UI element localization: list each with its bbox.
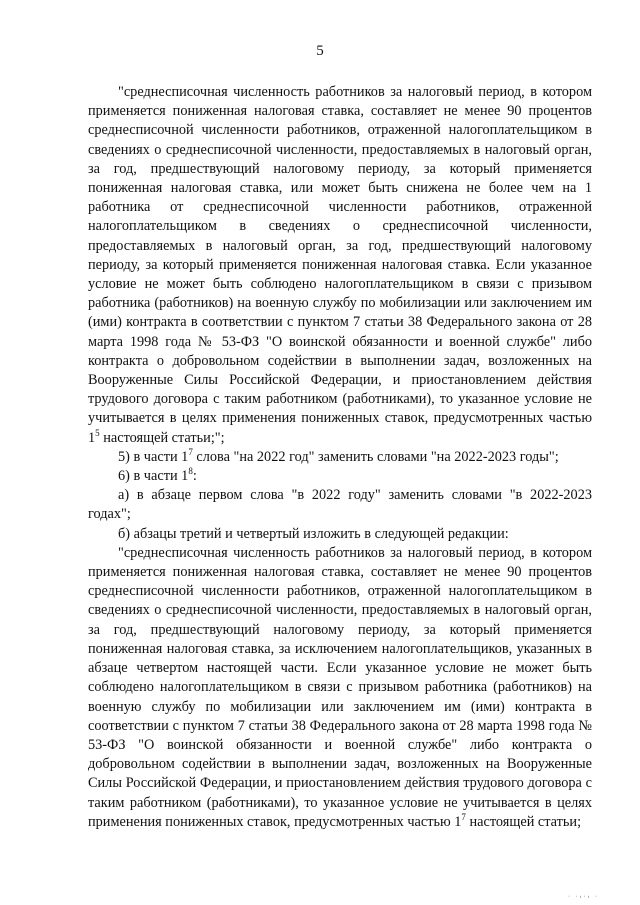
paragraph-item-5: 5) в части $1^7$ слова "на 2022 год" заменить словами "на 2022-2023 годы"; <box>118 447 559 465</box>
paragraph-item-6: 6) в части $1^8$: <box>118 466 197 485</box>
paragraph-item-6b: б) абзацы третий и четвертый изложить в следующей редакции: <box>118 525 509 542</box>
page-number: 5 <box>316 43 324 59</box>
body-text <box>88 83 592 832</box>
scan-marks: · ·‹·› · <box>568 894 599 900</box>
paragraph-quoted-condition-2: "среднесписочная численность работников за налоговый период, в котором применяется пониженная налоговая ставка, составляет не менее 90 процентов среднесписочной численности работников, отраженной налогоплательщиком в сведениях о среднесписочной численности, предоставляемых в налоговый орган, за год, предшествующий налоговому периоду, за который применяется пониженная налоговая ставка, за исключением налогоплательщиков, указанных в абзаце четвертом настоящей части. Если указанное условие не может быть соблюдено налогоплательщиком в связи с призывом работника (работников) на военную службу по мобилизации или заключением им (ими) контракта в соответствии с пунктом 7 статьи 38 Федерального закона от 28 марта 1998 года № 53-ФЗ "О воинской обязанности и военной службе" либо контракта о добровольном содействии в выполнении задач, возложенных на Вооруженные Силы Российской Федерации, и приостановлением действия трудового договора с таким работником (работниками), то указанное условие не учитывается в целях применения пониженных ставок, предусмотренных частью $1^7$ настоящей статьи; <box>88 544 592 830</box>
paragraph-item-6a: а) в абзаце первом слова "в 2022 году" заменить словами "в 2022-2023 годах"; <box>88 487 592 523</box>
paragraph-quoted-condition-1: "среднесписочная численность работников за налоговый период, в котором применяется пониженная налоговая ставка, составляет не менее 90 процентов среднесписочной численности работников, отраженной налогоплательщиком в сведениях о среднесписочной численности, предоставляемых в налоговый орган, за год, предшествующий налоговому периоду, за который применяется пониженная налоговая ставка, или может быть снижена не более чем на 1 работника от среднесписочной численности работников, отраженной налогоплательщиком в сведениях о среднесписочной численности, предоставляемых в налоговый орган, за год, предшествующий налоговому периоду, за который применяется пониженная налоговая ставка. Если указанное условие не может быть соблюдено налогоплательщиком в связи с призывом работника (работников) на военную службу по мобилизации или заключением им (ими) контракта в соответствии с пунктом 7 статьи 38 Федерального закона от 28 марта 1998 года № 53-ФЗ "О воинской обязанности и военной службе" либо контракта о добровольном содействии в выполнении задач, возложенных на Вооруженные Силы Российской Федерации, и приостановлением действия трудового договора с таким работником (работниками), то указанное условие не учитывается в целях применения пониженных ставок, предусмотренных частью $1^5$ настоящей статьи;"; <box>88 84 592 446</box>
